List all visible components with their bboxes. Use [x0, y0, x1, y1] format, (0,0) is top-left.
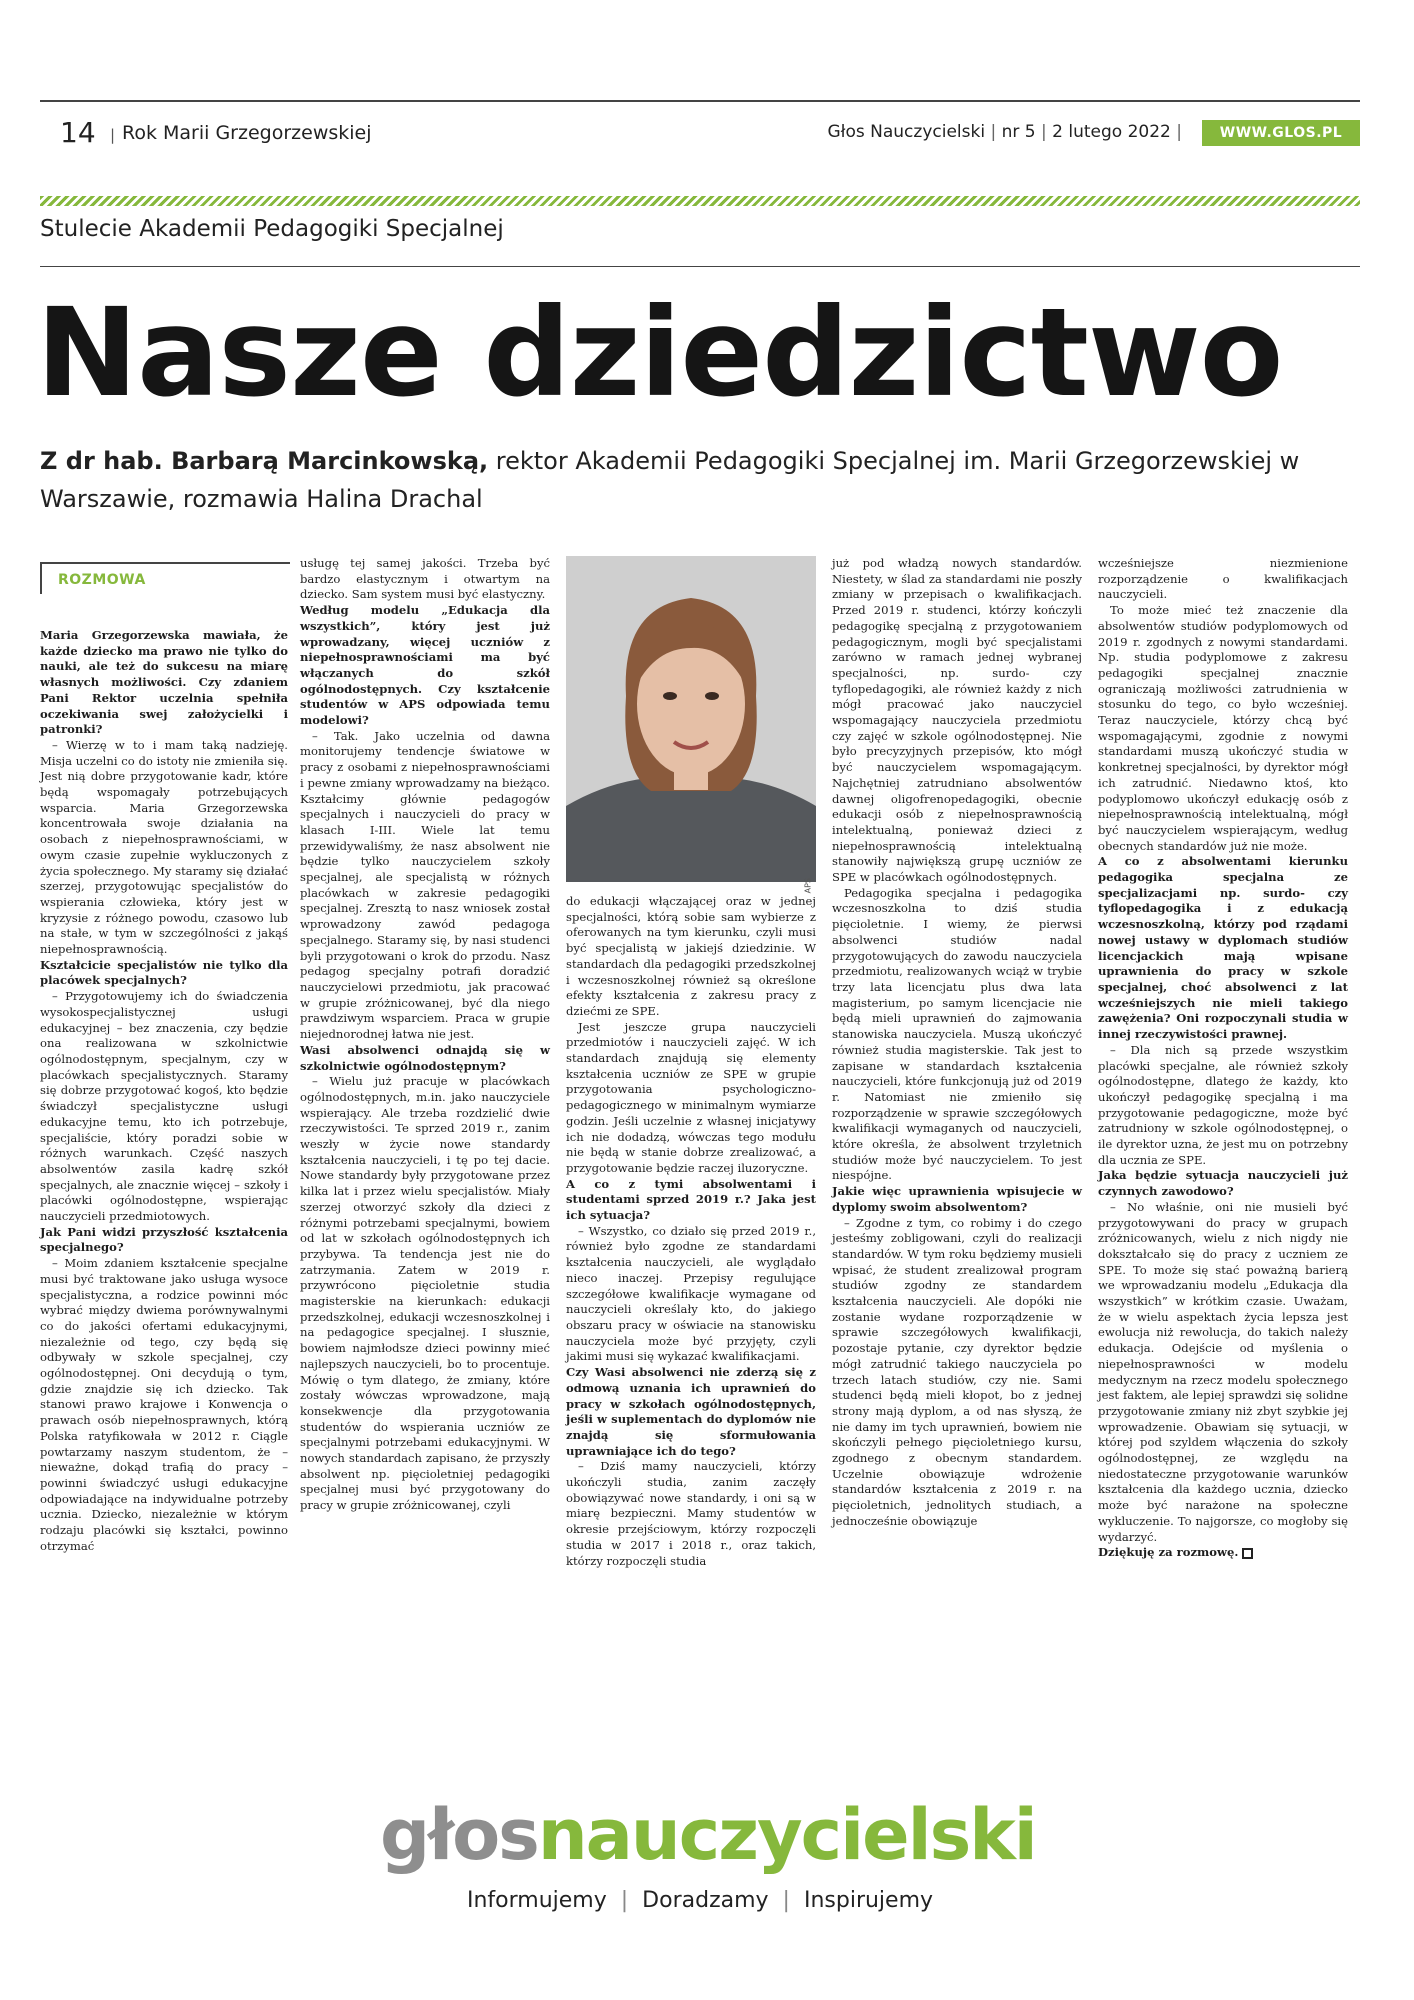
lead-name: Barbarą Marcinkowską,	[171, 447, 489, 475]
answer: – No właśnie, oni nie musieli być przygotowywani do pracy w grupach zróżnicowanych, wielu z nich nigdy nie dokształcało się do pracy z uczniem ze SPE. To może się stać poważną barierą we wprowadzaniu modelu „Edukacja dla wszystkich” w krótkim czasie. Uważam, że w wielu aspektach życia lepsza jest ewolucja niż rewolucja, do takich należy edukacja. Odejście od myślenia o niepełnosprawności w modelu medycznym na rzecz modelu społecznego jest faktem, ale lepiej sprawdzi się solidne przygotowanie zmiany niż zbyt szybkie jej wprowadzenie. Obawiam się sytuacji, w której pod szyldem włączenia do szkoły ogólnodostępnej, ze względu na niedostateczne przygotowanie warunków kształcenia dla każdego ucznia, dziecko może być narażone na społeczne wykluczenie. To najgorsze, co mogłoby się wydarzyć.	[1098, 1199, 1348, 1544]
logo-part-2: nauczycielski	[537, 1794, 1036, 1876]
answer: – Dziś mamy nauczycieli, którzy ukończyli studia, zanim zaczęły obowiązywać nowe standardy, i oni są w miarę bezpieczni. Mamy studentów w okresie przejściowym, którzy rozpoczęli studia w 2017 i 2018 r., oraz takich, którzy rozpoczęli studia	[566, 1459, 816, 1568]
issue-date: 2 lutego 2022	[1052, 122, 1171, 142]
lead-paragraph	[40, 442, 1340, 518]
question: Jak Pani widzi przyszłość kształcenia specjalnego?	[40, 1224, 288, 1255]
subsection-title: Stulecie Akademii Pedagogiki Specjalnej	[40, 216, 504, 242]
question: Czy Wasi absolwenci nie zderzą się z odmową uznania ich uprawnień do pracy w szkołach ogólnodostępnych, jeśli w suplementach do dyplomów nie znajdą się sformułowania uprawniające ich do tego?	[566, 1365, 816, 1458]
question: Jakie więc uprawnienia wpisujecie w dyplomy swoim absolwentom?	[832, 1184, 1082, 1214]
text-column-1	[40, 628, 288, 1554]
page-header	[40, 100, 1360, 156]
portrait-photo	[566, 556, 816, 894]
answer: – Wielu już pracuje w placówkach ogólnodostępnych, m.in. jako nauczyciele wspierający. Ale trzeba rozdzielić dwie rzeczywistości. Te sprzed 2019 r., zanim weszły w życie nowe standardy kształcenia nauczycieli, i tę po tej dacie. Nowe standardy były przygotowane przez kilka lat i przez wielu specjalistów. Miały szerzej otworzyć szkoły dla dzieci z różnymi potrzebami specjalnymi, bowiem od lat w szkołach ogólnodostępnych ich przybywa. Ta tendencja jest nie do zatrzymania. Zatem w 2019 r. przywrócono pięcioletnie studia magisterskie na kierunkach: edukacji przedszkolnej, edukacji wczesnoszkolnej i na pedagogice specjalnej. I słusznie, bowiem najmłodsze dzieci powinny mieć najlepszych nauczycieli, bo to procentuje. Mówię o tym dlatego, że zmiany, które zostały wówczas wprowadzone, mają konsekwencje dla przygotowania studentów do wspierania uczniów ze specjalnymi potrzebami edukacyjnymi. W nowych standardach zapisano, że przyszły absolwent np. pięcioletniej pedagogiki specjalnej musi być przygotowany do pracy w grupie zróżnicowanej, czyli	[300, 1074, 550, 1513]
question: A co z absolwentami kierunku pedagogika specjalna ze specjalizacjami np. surdo- czy tyflopedagogika i z edukacją wczesnoszkolną, którzy pod rządami nowej ustawy w dyplomach studiów licencjackich mają wpisane uprawnienia do pracy w szkole specjalnej, choć absolwenci z lat wcześniejszych nie mieli takiego zawężenia? Oni rozpoczynali studia w innej rzeczywistości prawnej.	[1098, 854, 1348, 1042]
tagline-separator: |	[782, 1888, 790, 1913]
question: Według modelu „Edukacja dla wszystkich”, który jest już wprowadzany, więcej uczniów z niepełnosprawnościami ma być włączanych do szkół ogólnodostępnych. Czy kształcenie studentów w APS odpowiada temu modelowi?	[300, 603, 550, 728]
publication-name: Głos Nauczycielski	[827, 122, 986, 142]
headline: Nasze dziedzictwo	[36, 282, 1283, 424]
decorative-stripe	[40, 196, 1360, 206]
answer: usługę tej samej jakości. Trzeba być bardzo elastycznym i otwartym na dziecko. Sam system musi być elastyczny.	[300, 556, 550, 602]
header-section: Rok Marii Grzegorzewskiej	[122, 122, 372, 144]
answer: – Przygotowujemy ich do świadczenia wysokospecjalistycznej usługi edukacyjnej – bez znaczenia, czy będzie ona realizowana w szkolnictwie ogólnodostępnym, specjalnym, czy w placówkach specjalistycznych. Staramy się dobrze przygotować kogoś, kto będzie świadczył specjalistyczne usługi edukacyjne temu, kto ich potrzebuje, specjaliście, który poradzi sobie w różnych warunkach. Część naszych absolwentów zasila kadrę szkół specjalnych, ale znacznie więcej – szkoły i placówki ogólnodostępne, wspierając nauczycieli przedmiotowych.	[40, 989, 288, 1224]
tagline-3: Inspirujemy	[803, 1888, 934, 1913]
question: A co z tymi absolwentami i studentami sprzed 2019 r.? Jaka jest ich sytuacja?	[566, 1176, 816, 1223]
text-column-2	[300, 556, 550, 1514]
answer: – Wszystko, co działo się przed 2019 r., również było zgodne ze standardami kształcenia nauczycieli, ale wyglądało nieco inaczej. Przepisy regulujące szczegółowe kwalifikacje wymagane od nauczycieli określały kto, do jakiego obszaru pracy w oświacie na stanowisku nauczyciela może być przyjęty, czyli jakimi musi się wykazać kwalifikacjami.	[566, 1223, 816, 1364]
article-label-box	[40, 562, 290, 594]
tagline-1: Informujemy	[466, 1888, 607, 1913]
issue-number: nr 5	[1001, 122, 1036, 142]
header-publication-info: Głos Nauczycielski | nr 5 | 2 lutego 2022 |	[827, 122, 1182, 142]
end-mark-icon	[1242, 1548, 1253, 1559]
answer: do edukacji włączającej oraz w jednej specjalności, którą sobie sam wybierze z oferowanych na tym kierunku, czyli musi być specjalistą w jakiejś dziedzinie. W standardach dla pedagogiki przedszkolnej i wczesnoszkolnej również są określone efekty kształcenia z zakresu pracy z dziećmi ze SPE.	[566, 894, 816, 1018]
question: Jaka będzie sytuacja nauczycieli już czynnych zawodowo?	[1098, 1168, 1348, 1199]
answer: wcześniejsze niezmienione rozporządzenie o kwalifikacjach nauczycieli.	[1098, 556, 1348, 602]
answer: Jest jeszcze grupa nauczycieli przedmiotów i nauczycieli zajęć. W ich standardach znajdują się elementy kształcenia uczniów ze SPE w grupie przygotowania psychologiczno-pedagogicznego w minimalnym wymiarze godzin. Jeśli uczelnie z własnej inicjatywy ich nie dodadzą, wówczas tego modułu nie będą w stanie dobrze zrealizować, a przygotowanie będzie raczej iluzoryczne.	[566, 1019, 816, 1175]
photo-credit: APS	[803, 878, 812, 894]
closing-text: Dziękuję za rozmowę.	[1098, 1545, 1239, 1560]
website-link[interactable]: WWW.GLOS.PL	[1202, 120, 1360, 146]
logo-part-1: głos	[380, 1794, 538, 1876]
portrait-illustration	[566, 556, 816, 882]
lead-prefix: Z dr hab.	[40, 447, 172, 475]
header-separator: |	[110, 126, 116, 144]
tagline	[380, 1888, 1020, 1913]
question: Kształcicie specjalistów nie tylko dla placówek specjalnych?	[40, 957, 288, 988]
answer: – Wierzę w to i mam taką nadzieję. Misja uczelni co do istoty nie zmieniła się. Jest nią dobre przygotowanie kadr, które będą wspomagały potrzebujących wsparcia. Maria Grzegorzewska koncentrowała swoje działania na osobach z niepełnosprawnościami, w owym czasie zupełnie wykluczonych z życia społecznego. My staramy się działać szerzej, przygotowując specjalistów do wspierania człowieka, który jest w kryzysie z różnego powodu, czasowo lub na stałe, w tym w szczególności z jakąś niepełnosprawnością.	[40, 737, 288, 957]
answer: – Dla nich są przede wszystkim placówki specjalne, ale również szkoły ogólnodostępne, dlatego że każdy, kto ukończył pedagogikę specjalną i ma przygotowanie pedagogiczne, może być zatrudniony w szkole ogólnodostępnej, o ile dyrektor uzna, że jest mu on potrzebny dla ucznia ze SPE.	[1098, 1042, 1348, 1167]
closing-line	[1098, 1545, 1348, 1561]
answer: To może mieć też znaczenie dla absolwentów studiów podyplomowych od 2019 r. zgodnych z nowymi standardami. Np. studia podyplomowe z zakresu pedagogiki specjalnej znacznie ograniczają możliwości zatrudnienia w stosunku do tego, co było wcześniej. Teraz nauczyciele, którzy chcą być wspomagającymi, zgodnie z nowymi standardami muszą ukończyć studia w konkretnej specjalności, by dyrektor mógł ich zatrudnić. Niedawno ktoś, kto podyplomowo ukończył edukację osób z niepełnosprawnością intelektualną, mógł być nauczycielem wspierającym, według obecnych standardów już nie może.	[1098, 603, 1348, 853]
tagline-separator: |	[620, 1888, 629, 1913]
page-number: 14	[60, 116, 96, 149]
question: Wasi absolwenci odnajdą się w szkolnictwie ogólnodostępnym?	[300, 1042, 550, 1073]
answer: Pedagogika specjalna i pedagogika wczesnoszkolna to dziś studia pięcioletnie. I wiemy, że pierwsi absolwenci studiów nadal przygotowujących do zawodu nauczyciela przedmiotu, realizowanych wciąż w trybie trzy lata licencjatu plus dwa lata magisterium, po samym licencjacie nie będą mieli uprawnień do zajmowania stanowiska nauczyciela. Muszą ukończyć również studia magisterskie. Tak jest to zapisane w standardach kształcenia nauczycieli, które funkcjonują już od 2019 r. Natomiast nie zmieniło się rozporządzenie w sprawie szczegółowych kwalifikacji wymaganych od nauczycieli, które określa, że absolwent trzyletnich studiów może być nauczycielem. To jest niespójne.	[832, 885, 1082, 1183]
answer: – Moim zdaniem kształcenie specjalne musi być traktowane jako usługa wysoce specjalistyczna, a rodzice powinni móc wybrać między dwiema porównywalnymi co do jakości ofertami edukacyjnymi, niezależnie od tego, czy będą się odbywały w szkole specjalnej, czy ogólnodostępnej. Oni decydują o tym, gdzie znajdzie się ich dziecko. Tak stanowi prawo krajowe i Konwencja o prawach osób niepełnosprawnych, którą Polska ratyfikowała w 2012 r. Ciągle powtarzamy naszym studentom, że – nieważne, dokąd trafią do pracy – powinni świadczyć usługi edukacyjne odpowiadające na indywidualne potrzeby ucznia. Dziecko, niezależnie w którym rodzaju placówki się kształci, powinno otrzymać	[40, 1256, 288, 1553]
text-column-3	[566, 894, 816, 1569]
answer: już pod władzą nowych standardów. Niestety, w ślad za standardami nie poszły zmiany w przepisach o kwalifikacjach. Przed 2019 r. studenci, którzy kończyli pedagogikę specjalną z przygotowaniem pedagogicznym, mogli być specjalistami zarówno w ramach jednej wybranej specjalności, np. surdo- czy tyflopedagogiki, ale również każdy z nich mógł pracować jako nauczyciel wspomagający nauczyciela przedmiotu czy zajęć w szkole ogólnodostępnej. Nie było precyzyjnych przepisów, kto mógł być nauczycielem wspomagającym. Najchętniej zatrudniano absolwentów dawnej oligofrenopedagogiki, obecnie edukacji osób z niepełnosprawnością intelektualną, ponieważ dzieci z niepełnosprawnością intelektualną stanowiły największą grupę uczniów ze SPE w placówkach ogólnodostępnych.	[832, 556, 1082, 885]
question: Maria Grzegorzewska mawiała, że każde dziecko ma prawo nie tylko do nauki, ale też do sukcesu na miarę własnych możliwości. Czy zdaniem Pani Rektor uczelnia spełniła oczekiwania swej założycielki i patronki?	[40, 628, 288, 737]
answer: – Tak. Jako uczelnia od dawna monitorujemy tendencje światowe w pracy z osobami z niepełnosprawnościami i pewne zmiany wprowadzamy na bieżąco. Kształcimy głównie pedagogów specjalnych i nauczycieli do pracy w klasach I-III. Wiele lat temu przewidywaliśmy, że nasz absolwent nie będzie tylko nauczycielem szkoły specjalnej, ale specjalistą w różnych placówkach w zakresie pedagogiki specjalnej. Zresztą to nasz wniosek został wprowadzony zawód pedagoga specjalnego. Staramy się, by nasi studenci byli przygotowani o krok do przodu. Nasz pedagog specjalny potrafi doradzić nauczycielowi przedmiotu, jak pracować w grupie zróżnicowanej, być dla niego prawdziwym wsparciem. Praca w grupie niejednorodnej łatwa nie jest.	[300, 728, 550, 1042]
article-label: ROZMOWA	[58, 572, 146, 588]
answer: – Zgodne z tym, co robimy i do czego jesteśmy zobligowani, czyli do realizacji standardów. W tym roku będziemy musieli wpisać, że student zrealizował program studiów zgodny ze standardem kształcenia nauczycieli. Ale dopóki nie zostanie wydane rozporządzenie w sprawie szczegółowych kwalifikacji, pozostaje pytanie, czy dyrektor będzie mógł zatrudnić takiego nauczyciela po trzech latach studiów, czy nie. Sami studenci będą mieli kłopot, bo z jednej strony mają dyplom, a od nas słyszą, że nie damy im tych uprawnień, bowiem nie skończyli pełnego pięcioletniego kursu, zgodnego z obecnym standardem. Uczelnie obowiązuje wdrożenie standardów kształcenia z 2019 r. na pięcioletnich, jednolitych studiach, a jednocześnie obowiązuje	[832, 1215, 1082, 1528]
publication-logo	[380, 1794, 1036, 1876]
text-column-5	[1098, 556, 1348, 1561]
divider	[40, 266, 1360, 267]
tagline-2: Doradzamy	[642, 1888, 769, 1913]
lead-rest: rektor Akademii Pedagogiki Specjalnej im. Marii Grzegorzewskiej w Warszawie, rozmawia Halina Drachal	[40, 447, 1300, 513]
text-column-4	[832, 556, 1082, 1530]
